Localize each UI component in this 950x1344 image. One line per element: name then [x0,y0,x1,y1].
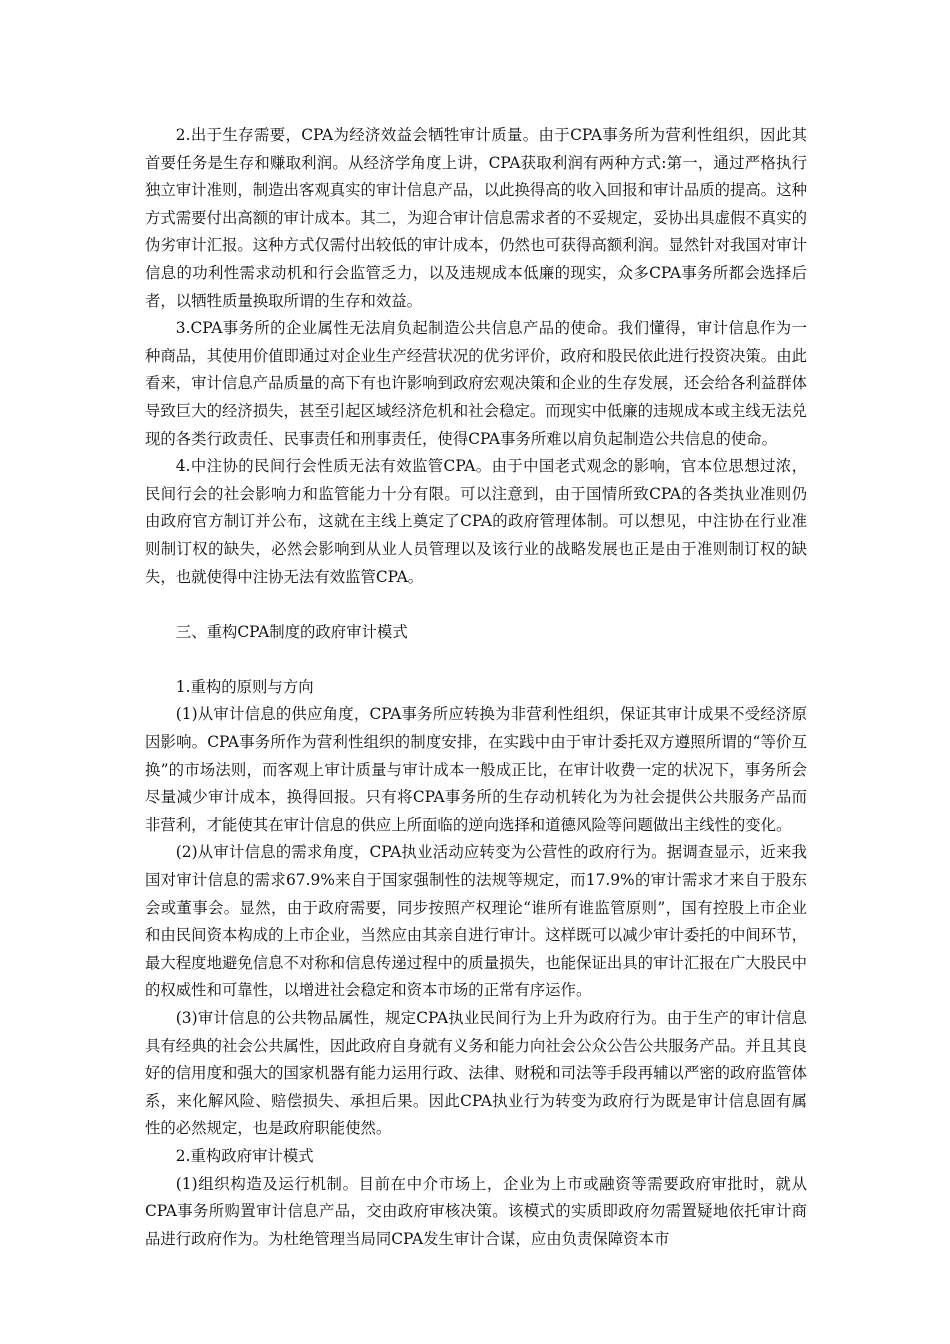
paragraph: (1)组织构造及运行机制。目前在中介市场上，企业为上市或融资等需要政府审批时，就从CPA事务所购置审计信息产品，交由政府审核决策。该模式的实质即政府勿需置疑地依托审计商品进行政府作为。为杜绝管理当局同CPA发生审计合谋，应由负责保障资本市 [145,1174,807,1248]
paragraph: (1)从审计信息的供应角度，CPA事务所应转换为非营利性组织，保证其审计成果不受经济原因影响。CPA事务所作为营利性组织的制度安排，在实践中由于审计委托双方遵照所谓的“等价互换”的市场法则，而客观上审计质量与审计成本一般成正比，在审计收费一定的状况下，事务所会尽量减少审计成本，换得回报。只有将CPA事务所的生存动机转化为为社会提供公共服务产品而非营利，才能使其在审计信息的供应上所面临的逆向选择和道德风险等问题做出主线性的变化。 [145,705,807,834]
spacer [145,591,807,619]
paragraph: (2)从审计信息的需求角度，CPA执业活动应转变为公营性的政府行为。据调查显示，近来我国对审计信息的需求67.9%来自于国家强制性的法规等规定，而17.9%的审计需求才来自于股东会或董事会。显然，由于政府需要，同步按照产权理论“谁所有谁监管原则”，国有控股上市企业和由民间资本构成的上市企业，当然应由其亲自进行审计。这样既可以减少审计委托的中间环节，最大程度地避免信息不对称和信息传递过程中的质量损失，也能保证出具的审计汇报在广大股民中的权威性和可靠性，以增进社会稳定和资本市场的正常有序运作。 [145,843,807,1000]
document-body [145,122,807,1253]
paragraph: (3)审计信息的公共物品属性，规定CPA执业民间行为上升为政府行为。由于生产的审计信息具有经典的社会公共属性，因此政府自身就有义务和能力向社会公众公告公共服务产品。并且其良好的信用度和强大的国家机器有能力运用行政、法律、财税和司法等手段再辅以严密的政府监管体系，来化解风险、赔偿损失、承担后果。因此CPA执业行为转变为政府行为既是审计信息固有属性的必然规定，也是政府职能使然。 [145,1009,807,1138]
spacer [145,646,807,674]
subsection-heading: 1.重构的原则与方向 [175,677,314,696]
paragraph: 2.出于生存需要，CPA为经济效益会牺牲审计质量。由于CPA事务所为营利性组织，因此其首要任务是生存和赚取利润。从经济学角度上讲，CPA获取利润有两种方式:第一，通过严格执行独立审计准则，制造出客观真实的审计信息产品，以此换得高的收入回报和审计品质的提高。这种方式需要付出高额的审计成本。其二，为迎合审计信息需求者的不妥规定，妥协出具虚假不真实的伪劣审计汇报。这种方式仅需付出较低的审计成本，仍然也可获得高额利润。显然针对我国对审计信息的功利性需求动机和行会监管乏力，以及违规成本低廉的现实，众多CPA事务所都会选择后者，以牺牲质量换取所谓的生存和效益。 [145,126,807,310]
paragraph: 4.中注协的民间行会性质无法有效监管CPA。由于中国老式观念的影响，官本位思想过浓，民间行会的社会影响力和监管能力十分有限。可以注意到，由于国情所致CPA的各类执业准则仍由政府官方制订并公布，这就在主线上奠定了CPA的政府管理体制。可以想见，中注协在行业准则制订权的缺失，必然会影响到从业人员管理以及该行业的战略发展也正是由于准则制订权的缺失，也就使得中注协无法有效监管CPA。 [145,457,807,586]
paragraph: 3.CPA事务所的企业属性无法肩负起制造公共信息产品的使命。我们懂得，审计信息作为一种商品，其使用价值即通过对企业生产经营状况的优劣评价，政府和股民依此进行投资决策。由此看来，审计信息产品质量的高下有也许影响到政府宏观决策和企业的生存发展，还会给各利益群体导致巨大的经济损失，甚至引起区域经济危机和社会稳定。而现实中低廉的违规成本或主线无法兑现的各类行政责任、民事责任和刑事责任，使得CPA事务所难以肩负起制造公共信息的使命。 [145,319,807,448]
section-heading: 三、重构CPA制度的政府审计模式 [175,622,408,641]
subsection-heading: 2.重构政府审计模式 [175,1146,314,1165]
